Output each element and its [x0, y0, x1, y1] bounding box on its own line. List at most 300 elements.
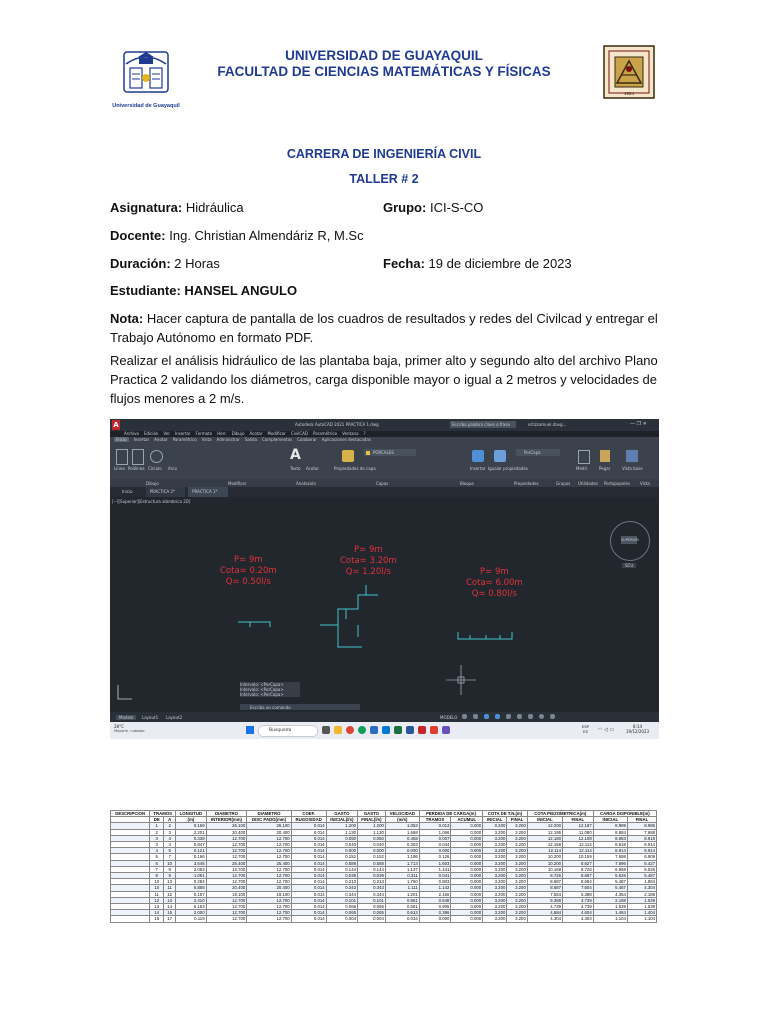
- layout-tab[interactable]: Layout2: [166, 715, 183, 720]
- table-cell: 0.588: [357, 860, 385, 866]
- file-tab[interactable]: PRACTICA 2*: [146, 487, 185, 497]
- table-cell: 1.142: [419, 885, 451, 891]
- table-cell: 1.061: [176, 873, 206, 879]
- table-cell: 0.014: [291, 823, 326, 829]
- table-cell: 19.100: [206, 891, 247, 897]
- table-subheader: RUGOSIDAD: [291, 817, 326, 823]
- table-cell: 1.539: [627, 897, 656, 903]
- table-cell: 0.166: [176, 854, 206, 860]
- table-cell: 0.000: [451, 835, 483, 841]
- menu-item[interactable]: Herr.: [217, 431, 227, 436]
- panel-title[interactable]: Utilidades: [578, 481, 598, 486]
- table-cell: 0.906: [419, 904, 451, 910]
- table-cell: 20.400: [247, 885, 291, 891]
- match-properties-icon[interactable]: [494, 450, 506, 462]
- table-cell: 2.188: [627, 891, 656, 897]
- table-cell: 4.684: [527, 910, 562, 916]
- command-history-line: Intervalo: <PorCapa>: [240, 682, 284, 687]
- table-cell: 6.909: [627, 854, 656, 860]
- table-cell: 0.000: [451, 897, 483, 903]
- subject-row: [110, 200, 244, 215]
- file-tab-active[interactable]: PRACTICA 1*: [188, 487, 227, 497]
- table-cell: 2: [150, 829, 164, 835]
- layer-properties-icon[interactable]: [342, 450, 354, 462]
- table-cell: 7: [164, 854, 176, 860]
- table-cell: 0.014: [291, 848, 326, 854]
- table-cell: 0.588: [326, 860, 357, 866]
- menu-item[interactable]: Formato: [195, 431, 213, 436]
- command-line[interactable]: [240, 704, 360, 710]
- panel-title[interactable]: Grupos: [556, 481, 571, 486]
- annotation-pressure: P= 9m: [234, 555, 263, 565]
- ribbon-tab[interactable]: Vista: [201, 437, 212, 442]
- table-cell: 13: [164, 879, 176, 885]
- table-cell: 0.152: [326, 854, 357, 860]
- teacher-label: Docente:: [110, 228, 166, 243]
- table-cell: 1.066: [419, 829, 451, 835]
- annotation-elevation: Cota= 3.20m: [340, 556, 397, 566]
- table-subheader: FINAL: [507, 817, 527, 823]
- autocad-logo-icon: A: [113, 421, 119, 429]
- table-cell: 0.000: [451, 904, 483, 910]
- table-header: COTA PIEZOMETRICA(m): [527, 811, 593, 817]
- table-cell: 10.159: [563, 854, 594, 860]
- table-subheader: DISC PADO(mm): [247, 817, 291, 823]
- table-subheader: TRAMOS: [419, 817, 451, 823]
- panel-title[interactable]: Propiedades: [514, 481, 539, 486]
- table-cell: 0.284: [176, 879, 206, 885]
- table-cell: 1.130: [326, 829, 357, 835]
- table-cell: 2.053: [176, 866, 206, 872]
- table-cell: 8.818: [627, 835, 656, 841]
- ribbon-tab[interactable]: Colaborar: [297, 437, 317, 442]
- table-cell: 12.187: [563, 823, 594, 829]
- app-icon[interactable]: [442, 726, 450, 734]
- ribbon-tab[interactable]: Salida: [244, 437, 258, 442]
- grid-icon[interactable]: [462, 714, 467, 719]
- table-cell: 19.100: [247, 891, 291, 897]
- table-cell: 3: [150, 835, 164, 841]
- battery-icon[interactable]: ▭: [609, 727, 615, 733]
- table-cell: 0.396: [419, 910, 451, 916]
- table-cell: 0.034: [385, 916, 419, 922]
- table-cell: 0.119: [176, 916, 206, 922]
- viewcube[interactable]: [610, 521, 650, 561]
- table-cell: 0.004: [357, 916, 385, 922]
- table-subheader: DE: [150, 817, 164, 823]
- table-cell: 26.100: [247, 823, 291, 829]
- panel-title[interactable]: Vista: [640, 481, 650, 486]
- menu-item[interactable]: Archivo: [124, 431, 139, 436]
- table-subheader: FINAL(l/s): [357, 817, 385, 823]
- note-label: Nota:: [110, 311, 144, 326]
- tool-label: Propiedades de capa: [334, 466, 376, 471]
- ortho-icon[interactable]: [484, 714, 489, 719]
- panel-title[interactable]: Portapapeles: [604, 481, 631, 486]
- table-cell: 12.700: [247, 873, 291, 879]
- language-indicator[interactable]: [582, 724, 589, 734]
- ribbon-tab[interactable]: Anotar: [154, 437, 168, 442]
- table-cell: 12.700: [206, 916, 247, 922]
- table-cell: 0.000: [451, 854, 483, 860]
- table-cell: 0.014: [291, 860, 326, 866]
- table-cell: 3.200: [483, 854, 507, 860]
- table-cell: 12.700: [247, 897, 291, 903]
- annotation-elevation: Cota= 6.00m: [466, 578, 523, 588]
- table-cell: 0.803: [419, 879, 451, 885]
- insert-block-icon[interactable]: [472, 450, 484, 462]
- weather-widget[interactable]: [114, 724, 145, 733]
- table-cell: 3.200: [483, 829, 507, 835]
- system-tray: [598, 727, 614, 733]
- table-cell: 1.441: [419, 866, 451, 872]
- table-cell: 0.000: [326, 848, 357, 854]
- cad-search-placeholder: Escriba palabra clave o frase: [452, 422, 510, 427]
- teacher-value: Ing. Christian Almendáriz R, M.Sc: [169, 228, 364, 243]
- tool-label: Círculo: [148, 466, 162, 471]
- table-cell: 8: [150, 873, 164, 879]
- table-cell: 3.200: [483, 873, 507, 879]
- viewcube-face[interactable]: SUPERIOR: [621, 538, 639, 542]
- table-header: DESCRIPCION: [111, 811, 150, 817]
- model-space-toggle[interactable]: MODELO: [440, 715, 458, 720]
- table-cell: 5.526: [627, 866, 656, 872]
- cad-user[interactable]: ortizsamuel.davg...: [528, 422, 567, 427]
- table-cell: 0.101: [326, 897, 357, 903]
- cad-window-title: Autodesk AutoCAD 2021 PRACTICA 1.dwg: [295, 422, 379, 427]
- table-cell: 5.388: [563, 891, 594, 897]
- table-cell: 8.986: [627, 823, 656, 829]
- ribbon-tab[interactable]: Administrar: [216, 437, 240, 442]
- table-cell: 0.014: [291, 873, 326, 879]
- table-cell: 1.668: [385, 829, 419, 835]
- table-body: [111, 823, 657, 922]
- seal-year: 1924: [623, 91, 634, 96]
- table-cell: 0.648: [419, 897, 451, 903]
- command-history-line: Intervalo: <PorCapa>: [240, 687, 284, 692]
- table-cell: 3.200: [507, 885, 527, 891]
- table-cell: 5.487: [627, 873, 656, 879]
- table-cell: 0.000: [419, 916, 451, 922]
- table-cell: 12.180: [527, 835, 562, 841]
- hydraulic-results-table: [110, 810, 657, 923]
- table-cell: 1.503: [419, 860, 451, 866]
- table-cell: 3.200: [507, 916, 527, 922]
- menu-item[interactable]: Insertar: [174, 431, 191, 436]
- menu-item[interactable]: Paramétrico: [312, 431, 338, 436]
- table-cell: 12.700: [206, 897, 247, 903]
- cad-statusbar: [110, 712, 659, 722]
- table-cell: 0.157: [176, 891, 206, 897]
- autocad-taskbar-icon[interactable]: [418, 726, 426, 734]
- text-tool-icon[interactable]: A: [290, 447, 301, 463]
- duration-row: [110, 256, 220, 271]
- table-cell: 12.700: [206, 873, 247, 879]
- table-cell: 6: [150, 860, 164, 866]
- table-cell: 17: [164, 916, 176, 922]
- table-cell: 0.007: [419, 835, 451, 841]
- cad-titlebar: [110, 419, 659, 431]
- lineweight-icon[interactable]: [517, 714, 522, 719]
- table-cell: 0.000: [451, 823, 483, 829]
- table-cell: 3.200: [507, 823, 527, 829]
- tool-label: Igualar propiedades: [488, 466, 528, 471]
- table-cell: 12.700: [206, 910, 247, 916]
- table-cell: 0.343: [326, 885, 357, 891]
- date-row: [383, 256, 572, 271]
- crosshair-cursor: [446, 665, 476, 695]
- window-controls[interactable]: — ❐ ✕: [630, 421, 647, 427]
- taskbar-apps: [322, 726, 450, 734]
- excel-icon[interactable]: [394, 726, 402, 734]
- table-cell: 0.000: [451, 866, 483, 872]
- subject-value: Hidráulica: [185, 200, 244, 215]
- table-cell: 5.858: [176, 885, 206, 891]
- line-tool-icon[interactable]: [116, 449, 128, 465]
- table-cell: 0.000: [451, 879, 483, 885]
- table-cell: 12.108: [563, 835, 594, 841]
- table-cell: 0.169: [176, 823, 206, 829]
- table-cell: 2.000: [176, 910, 206, 916]
- table-cell: 0.014: [291, 829, 326, 835]
- student-value: HANSEL ANGULO: [184, 283, 298, 298]
- chrome-icon[interactable]: [346, 726, 354, 734]
- ribbon-tab-home[interactable]: Inicio: [116, 437, 127, 442]
- menu-item[interactable]: Dibujo: [231, 431, 245, 436]
- table-cell: 0.044: [419, 842, 451, 848]
- table-cell: 0.014: [291, 910, 326, 916]
- table-subheader: ACUMUL: [451, 817, 483, 823]
- file-tab[interactable]: Inicio: [122, 489, 133, 494]
- viewport-label[interactable]: [−][Superior][Estructura alámbrica 2D]: [112, 499, 191, 504]
- menu-item[interactable]: Edición: [143, 431, 159, 436]
- command-history: [240, 682, 300, 697]
- table-cell: 12.114: [563, 848, 594, 854]
- table-cell: 1.404: [627, 910, 656, 916]
- table-cell: 4.354: [593, 891, 627, 897]
- group-value: ICI-S-CO: [429, 200, 484, 215]
- table-cell: 3.200: [507, 829, 527, 835]
- ribbon-tabs: [114, 437, 371, 442]
- table-cell: 3.200: [507, 910, 527, 916]
- task-view-icon[interactable]: [322, 726, 330, 734]
- menu-item[interactable]: Ver: [163, 431, 170, 436]
- table-cell: 1.713: [385, 860, 419, 866]
- table-cell: 3.200: [507, 873, 527, 879]
- table-cell: 3.200: [483, 891, 507, 897]
- table-cell: 0.121: [176, 848, 206, 854]
- table-cell: 0.000: [451, 829, 483, 835]
- table-cell: 3.200: [483, 916, 507, 922]
- volume-icon[interactable]: ◁: [603, 727, 608, 733]
- polyline-tool-icon[interactable]: [132, 449, 144, 465]
- weather-temp: 28°C: [114, 724, 124, 729]
- menu-item[interactable]: ?: [363, 431, 366, 436]
- table-cell: 3.200: [483, 904, 507, 910]
- ribbon-panel-titles: [110, 479, 659, 487]
- table-cell: 0.014: [291, 885, 326, 891]
- panel-title[interactable]: Dibujo: [146, 481, 159, 486]
- table-cell: 8.884: [593, 829, 627, 835]
- table-cell: 12.700: [247, 835, 291, 841]
- layout-tab[interactable]: Layout1: [142, 715, 159, 720]
- table-cell: 4.304: [563, 916, 594, 922]
- table-cell: 0.066: [357, 904, 385, 910]
- edge-icon[interactable]: [358, 726, 366, 734]
- table-cell: 12.700: [247, 916, 291, 922]
- table-cell: 7.698: [593, 854, 627, 860]
- table-cell: 12.158: [527, 842, 562, 848]
- table-cell: 5.487: [593, 879, 627, 885]
- table-cell: 3.200: [483, 885, 507, 891]
- table-cell: 8.914: [627, 842, 656, 848]
- menu-item[interactable]: Acotar: [249, 431, 263, 436]
- table-cell: 5: [164, 848, 176, 854]
- panel-title[interactable]: Capas: [376, 481, 389, 486]
- table-cell: 0.039: [357, 873, 385, 879]
- table-cell: 3.200: [507, 904, 527, 910]
- table-cell: 8.914: [627, 848, 656, 854]
- table-cell: 8.726: [527, 873, 562, 879]
- drawing-canvas[interactable]: [110, 497, 659, 712]
- layer-dropdown[interactable]: [364, 449, 416, 456]
- table-cell: 2.188: [593, 897, 627, 903]
- osnap-icon[interactable]: [506, 714, 511, 719]
- table-cell: 7: [150, 866, 164, 872]
- table-subheader: (m/s): [385, 817, 419, 823]
- workspace-gear-icon[interactable]: [539, 714, 544, 719]
- table-cell: 0.343: [357, 885, 385, 891]
- cad-search-box[interactable]: [450, 421, 516, 428]
- table-cell: 16: [150, 916, 164, 922]
- fullscreen-icon[interactable]: [550, 714, 555, 719]
- table-cell: 25.400: [247, 860, 291, 866]
- table-cell: 4: [150, 848, 164, 854]
- table-cell: 4.304: [527, 916, 562, 922]
- table-cell: 12.700: [247, 854, 291, 860]
- table-cell: 12.200: [527, 823, 562, 829]
- table-cell: 0.013: [419, 823, 451, 829]
- file-explorer-icon[interactable]: [334, 726, 342, 734]
- table-cell: 10.200: [527, 860, 562, 866]
- annotation-scale-icon[interactable]: [528, 714, 533, 719]
- word-icon[interactable]: [406, 726, 414, 734]
- table-header: PERDIDA DE CARGA(m): [419, 811, 482, 817]
- measure-icon[interactable]: [578, 450, 590, 464]
- polar-icon[interactable]: [495, 714, 500, 719]
- cad-ribbon: [110, 437, 659, 487]
- annotation-pressure: P= 9m: [480, 567, 509, 577]
- ribbon-tab[interactable]: Insertar: [133, 437, 150, 442]
- table-cell: 0.000: [451, 860, 483, 866]
- table-cell: 4: [164, 842, 176, 848]
- pipe-network: [110, 497, 659, 712]
- workshop-title: TALLER # 2: [349, 172, 419, 186]
- table-cell: 0.014: [291, 854, 326, 860]
- university-name: UNIVERSIDAD DE GUAYAQUIL: [285, 48, 483, 63]
- view-base-icon[interactable]: [626, 450, 638, 462]
- ribbon-tab[interactable]: Paramétrico: [172, 437, 197, 442]
- table-header: GASTO: [357, 811, 385, 817]
- snap-icon[interactable]: [473, 714, 478, 719]
- table-cell: 0.344: [357, 891, 385, 897]
- annotation-flow: Q= 0.80l/s: [471, 589, 517, 599]
- table-cell: 5.388: [527, 897, 562, 903]
- duration-value: 2 Horas: [174, 256, 220, 271]
- status-toggles[interactable]: [462, 714, 652, 720]
- taskbar-search-text: Búsqueda: [269, 728, 292, 733]
- ribbon-tab[interactable]: Aplicaciones destacadas: [321, 437, 371, 442]
- student-label: Estudiante:: [110, 283, 181, 298]
- acrobat-icon[interactable]: [430, 726, 438, 734]
- table-cell: 7.696: [593, 860, 627, 866]
- panel-title[interactable]: Modificar: [228, 481, 247, 486]
- ribbon-tab[interactable]: Complementos: [262, 437, 293, 442]
- menu-item[interactable]: CivilCAD: [290, 431, 308, 436]
- annotation-elevation: Cota= 0.20m: [220, 566, 277, 576]
- table-cell: 9: [164, 873, 176, 879]
- table-cell: 12.700: [206, 842, 247, 848]
- table-cell: 0.000: [451, 910, 483, 916]
- command-placeholder: Escriba un comando: [250, 705, 291, 710]
- table-cell: 0.613: [385, 910, 419, 916]
- wifi-icon[interactable]: ◠: [598, 727, 603, 733]
- table-cell: 0.041: [419, 873, 451, 879]
- table-cell: 7.554: [527, 891, 562, 897]
- table-cell: 25.400: [206, 860, 247, 866]
- mail-icon[interactable]: [382, 726, 390, 734]
- group-label: Grupo:: [383, 200, 427, 215]
- table-cell: 5.427: [627, 860, 656, 866]
- table-cell: 0.050: [326, 835, 357, 841]
- bylayer-dropdown[interactable]: [516, 449, 560, 456]
- tool-label: Arco: [168, 466, 177, 471]
- table-cell: 4.604: [563, 910, 594, 916]
- wcs-menu[interactable]: SCU: [622, 563, 636, 568]
- table-cell: 1.111: [385, 885, 419, 891]
- table-cell: 12.700: [206, 835, 247, 841]
- table-cell: 0.126: [419, 854, 451, 860]
- table-header: LONGITUD: [176, 811, 206, 817]
- menu-item[interactable]: Modificar: [267, 431, 286, 436]
- table-cell: 0.213: [357, 879, 385, 885]
- table-cell: 13: [164, 897, 176, 903]
- circle-tool-icon[interactable]: [150, 450, 163, 463]
- table-cell: 1: [150, 823, 164, 829]
- table-cell: 4: [164, 835, 176, 841]
- paste-icon[interactable]: [600, 450, 610, 462]
- table-cell: 0.050: [357, 835, 385, 841]
- language-code: ESP: [582, 724, 590, 729]
- menu-item[interactable]: Ventana: [342, 431, 359, 436]
- layout-tab-model[interactable]: Modelo: [116, 715, 136, 720]
- table-cell: 1.484: [593, 910, 627, 916]
- taskbar-search[interactable]: [258, 725, 318, 737]
- tool-label: Polilínea: [128, 466, 145, 471]
- taskbar-clock[interactable]: [626, 724, 649, 734]
- store-icon[interactable]: [370, 726, 378, 734]
- table-cell: 1.053: [385, 823, 419, 829]
- table-header: GASTO: [326, 811, 357, 817]
- panel-title[interactable]: Anotación: [296, 481, 317, 486]
- panel-title[interactable]: Bloque: [460, 481, 474, 486]
- table-cell: 3.200: [507, 854, 527, 860]
- ucs-icon: [114, 683, 134, 703]
- table-cell: 3.200: [483, 897, 507, 903]
- start-button-icon[interactable]: [246, 726, 254, 734]
- table-cell: 3.200: [507, 891, 527, 897]
- table-header: TRAMOS: [150, 811, 176, 817]
